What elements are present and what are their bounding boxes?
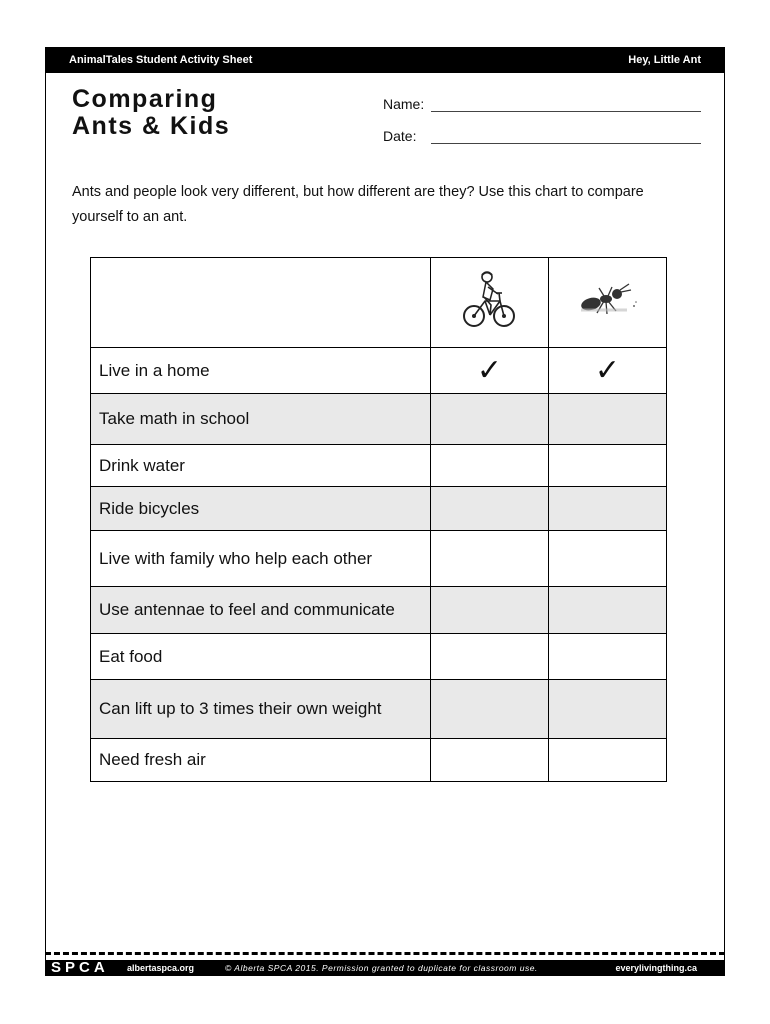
- row-label: Need fresh air: [91, 739, 431, 782]
- row-label: Use antennae to feel and communicate: [91, 587, 431, 634]
- header-blank-cell: [91, 258, 431, 348]
- comparison-table: [90, 257, 667, 782]
- row-label: Take math in school: [91, 394, 431, 445]
- kid-column-header: [431, 258, 549, 348]
- table-row: [91, 634, 667, 680]
- sheet-series-title: AnimalTales Student Activity Sheet: [69, 54, 253, 66]
- name-label: Name:: [383, 96, 425, 112]
- date-label: Date:: [383, 128, 417, 144]
- footer-divider: [45, 952, 725, 955]
- ant-answer-cell[interactable]: [549, 680, 667, 739]
- kid-answer-cell[interactable]: [431, 739, 549, 782]
- name-line[interactable]: [431, 111, 701, 112]
- copyright-notice: © Alberta SPCA 2015. Permission granted to duplicate for classroom use.: [225, 963, 538, 973]
- row-label: Eat food: [91, 634, 431, 680]
- table-row: [91, 739, 667, 782]
- ant-answer-cell[interactable]: [549, 348, 667, 394]
- header-bar: [45, 47, 725, 73]
- row-label: Live with family who help each other: [91, 531, 431, 587]
- table-row: [91, 394, 667, 445]
- kid-answer-cell[interactable]: [431, 445, 549, 487]
- ant-answer-cell[interactable]: [549, 445, 667, 487]
- everylivingthing-link[interactable]: everylivingthing.ca: [615, 963, 697, 973]
- instructions: Ants and people look very different, but how different are they? Use this chart to compare yourself to an ant.: [72, 184, 644, 225]
- spca-logo: SPCA: [51, 959, 109, 976]
- table-header-row: [91, 258, 667, 348]
- spca-website-link[interactable]: albertaspca.org: [127, 963, 195, 973]
- kid-answer-cell[interactable]: [431, 394, 549, 445]
- table-row: [91, 680, 667, 739]
- ant-answer-cell[interactable]: [549, 587, 667, 634]
- kid-answer-cell[interactable]: [431, 587, 549, 634]
- ant-column-header: [549, 258, 667, 348]
- kid-answer-cell[interactable]: [431, 531, 549, 587]
- table-row: [91, 587, 667, 634]
- page-title: Comparing Ants & Kids: [72, 85, 231, 140]
- footer-bar: [45, 960, 725, 976]
- kid-answer-cell[interactable]: [431, 487, 549, 531]
- kid-on-bicycle-icon: [460, 269, 520, 331]
- story-title: Hey, Little Ant: [628, 54, 701, 66]
- ant-answer-cell[interactable]: [549, 394, 667, 445]
- table-row: [91, 531, 667, 587]
- date-field[interactable]: [383, 128, 701, 148]
- table-row: [91, 348, 667, 394]
- row-label: Can lift up to 3 times their own weight: [91, 680, 431, 739]
- check-icon: ✓: [594, 353, 621, 387]
- table-row: [91, 445, 667, 487]
- kid-answer-cell[interactable]: [431, 634, 549, 680]
- ant-answer-cell[interactable]: [549, 739, 667, 782]
- row-label: Drink water: [91, 445, 431, 487]
- kid-answer-cell[interactable]: [431, 680, 549, 739]
- date-line[interactable]: [431, 143, 701, 144]
- row-label: Ride bicycles: [91, 487, 431, 531]
- name-field[interactable]: [383, 96, 701, 116]
- row-label: Live in a home: [91, 348, 431, 394]
- ant-answer-cell[interactable]: [549, 531, 667, 587]
- ant-answer-cell[interactable]: [549, 487, 667, 531]
- kid-answer-cell[interactable]: [431, 348, 549, 394]
- ant-icon: [577, 280, 639, 320]
- check-icon: ✓: [476, 353, 503, 387]
- ant-answer-cell[interactable]: [549, 634, 667, 680]
- table-row: [91, 487, 667, 531]
